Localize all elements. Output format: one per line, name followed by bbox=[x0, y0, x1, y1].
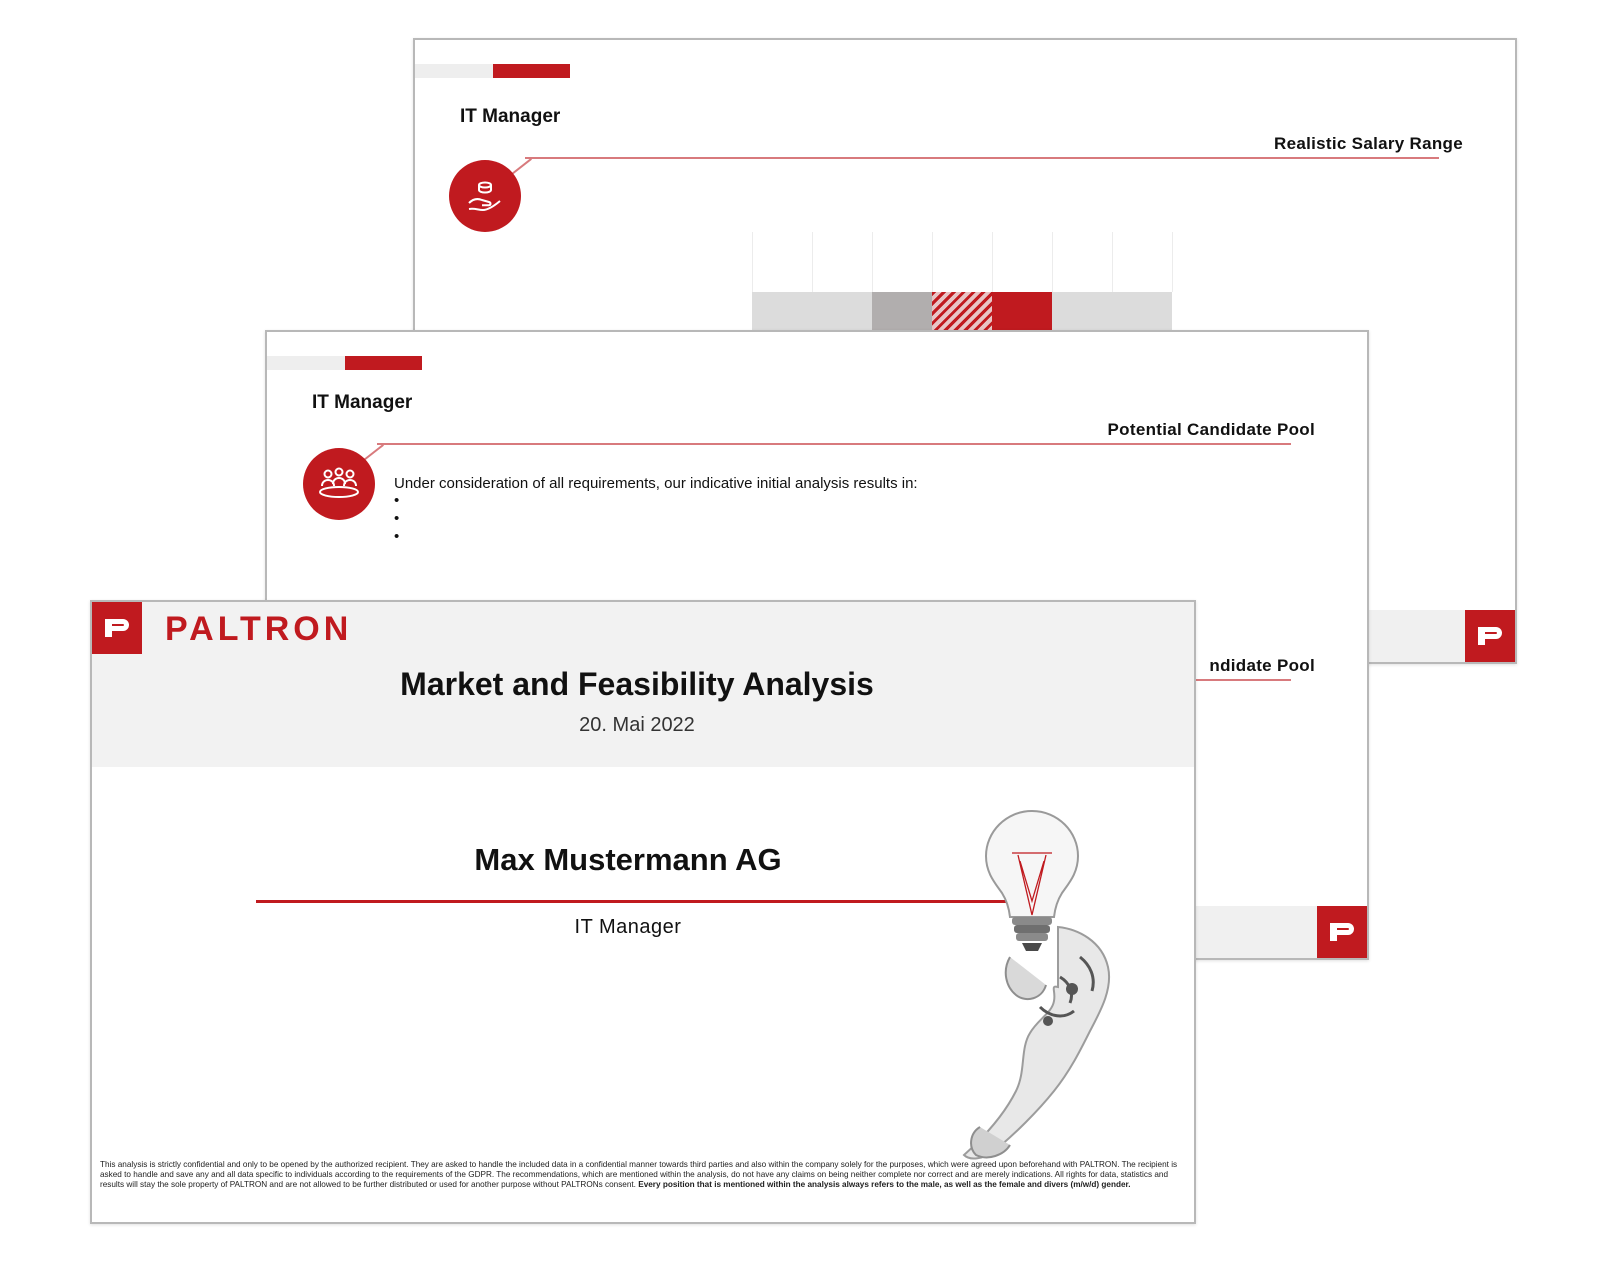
section-label: Realistic Salary Range bbox=[1274, 134, 1463, 153]
brand-name: PALTRON bbox=[165, 610, 353, 648]
section-divider bbox=[525, 157, 1439, 159]
salary-range-bar bbox=[752, 232, 1177, 330]
legal-disclaimer bbox=[100, 1160, 1185, 1190]
salary-segment bbox=[932, 292, 992, 330]
disclaimer-gender-note: Every position that is mentioned within the analysis always refers to the male, as well as the female and divers (m/w/d) gender. bbox=[638, 1180, 1131, 1189]
report-title: Market and Feasibility Analysis bbox=[400, 666, 874, 702]
disclaimer-text: This analysis is strictly confidential and only to be opened by the authorized recipient. They are asked to handle the included data in a confidential manner towards third parties and also within the company solely for the purposes, which were agreed upon beforehand with PALTRON. The recipient is asked to handle and save any and all data specific to individuals according to the requirements of the GDPR. The recommendations, which are mentioned within the analysis, do not have any claims on being neither complete nor correct and are merely indications. All rights for data, statistics and results will stay the sole property of PALTRON and are not allowed to be further distributed or used for another purpose without PALTRONs consent. bbox=[100, 1160, 1178, 1189]
bullet-item: • bbox=[394, 510, 400, 527]
people-meeting-icon bbox=[303, 448, 375, 520]
bullet-item: • bbox=[394, 492, 400, 509]
money-hand-icon bbox=[449, 160, 521, 232]
bullet-item: • bbox=[394, 528, 400, 545]
salary-segment bbox=[1052, 292, 1172, 330]
company-name: Max Mustermann AG bbox=[474, 842, 782, 877]
accent-bar bbox=[415, 64, 570, 78]
paltron-p-logo-icon bbox=[1317, 906, 1367, 958]
paltron-p-logo-icon bbox=[92, 602, 142, 654]
slide-title: IT Manager bbox=[460, 106, 561, 127]
paltron-p-logo-icon bbox=[1465, 610, 1515, 662]
slide-cover bbox=[90, 600, 1196, 1224]
report-date: 20. Mai 2022 bbox=[579, 714, 695, 736]
section-label: Potential Candidate Pool bbox=[1107, 420, 1315, 439]
salary-segment bbox=[992, 292, 1052, 330]
accent-bar bbox=[267, 356, 422, 370]
slide-title: IT Manager bbox=[312, 392, 413, 413]
section-label-secondary: ndidate Pool bbox=[1209, 656, 1315, 675]
analysis-intro-text: Under consideration of all requirements, our indicative initial analysis results in: bbox=[394, 475, 918, 492]
section-divider bbox=[377, 443, 1291, 445]
role-title: IT Manager bbox=[574, 916, 682, 938]
company-divider bbox=[256, 900, 1026, 903]
salary-segment bbox=[752, 292, 872, 330]
salary-segment bbox=[872, 292, 932, 330]
lightbulb-robot-hand-image bbox=[940, 807, 1165, 1172]
